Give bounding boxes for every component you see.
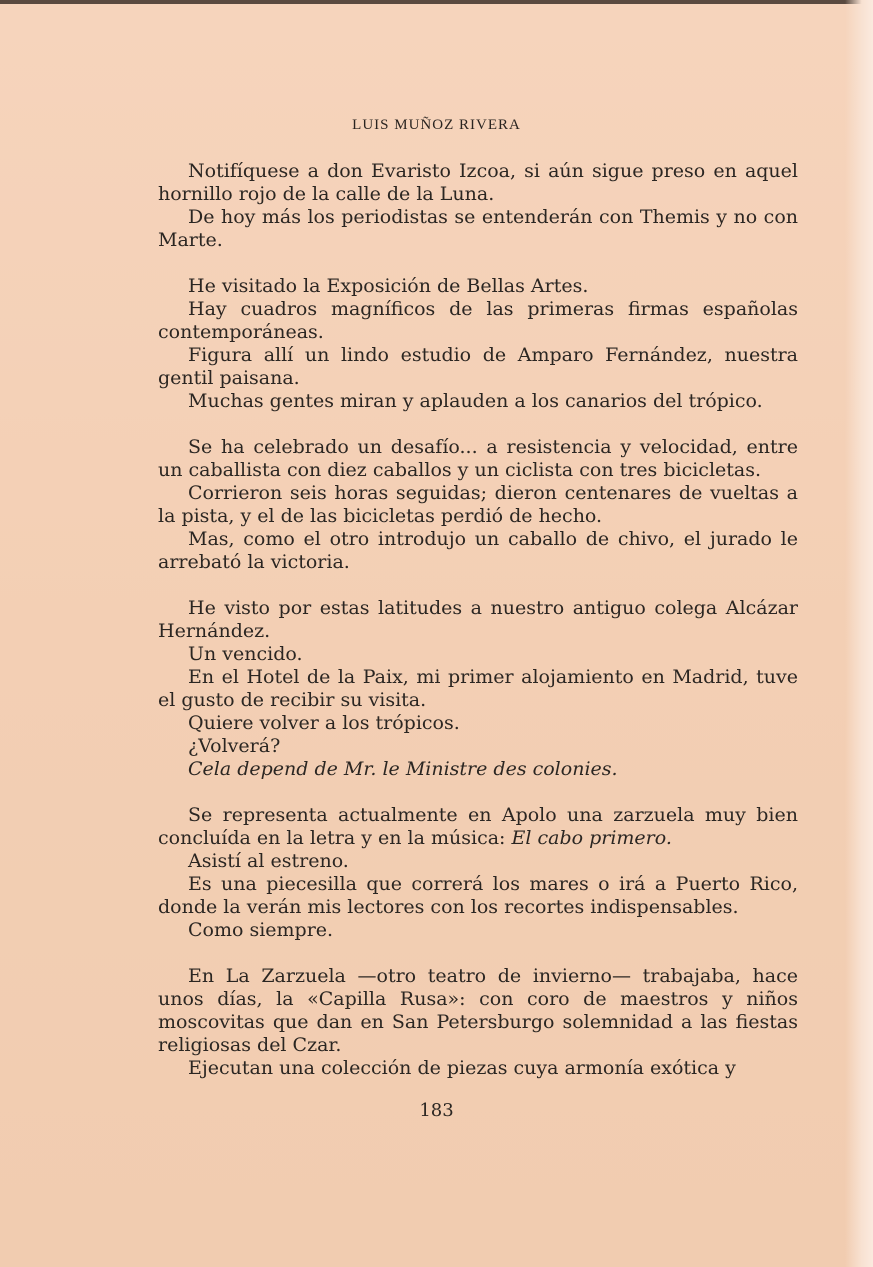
running-header: LUIS MUÑOZ RIVERA xyxy=(352,117,521,133)
page-number: 183 xyxy=(419,1100,454,1121)
paragraph: Se ha celebrado un desafío... a resistencia y velocidad, entre un caballista con diez caballos y un ciclista con tres bicicletas. xyxy=(158,436,798,481)
paragraph xyxy=(158,804,798,850)
paragraph: Muchas gentes miran y aplauden a los canarios del trópico. xyxy=(188,390,763,412)
italic-title: El cabo primero. xyxy=(511,827,672,849)
paragraph: Asistí al estreno. xyxy=(188,850,349,872)
paragraph: Es una piecesilla que correrá los mares o irá a Puerto Rico, donde la verán mis lectores con los recortes indispensables. xyxy=(158,873,798,918)
paragraph: ¿Volverá? xyxy=(188,735,281,757)
paragraph-text: Se representa actualmente en Apolo una zarzuela muy bien concluída en la letra y en la música: xyxy=(158,804,798,849)
paragraph: De hoy más los periodistas se entenderán con Themis y no con Marte. xyxy=(158,206,798,251)
paragraph: En La Zarzuela —otro teatro de invierno— trabajaba, hace unos días, la «Capilla Rusa»: con coro de maestros y niños moscovitas que dan en San Petersburgo solemnidad a las fiestas religiosas del Czar. xyxy=(158,965,798,1056)
paragraph: Ejecutan una colección de piezas cuya armonía exótica y xyxy=(188,1057,736,1079)
italic-paragraph: Cela depend de Mr. le Ministre des colonies. xyxy=(188,758,618,780)
paragraph: Un vencido. xyxy=(188,643,303,665)
body-text xyxy=(158,160,798,1080)
page-edge xyxy=(845,0,873,1267)
paragraph: Corrieron seis horas seguidas; dieron centenares de vueltas a la pista, y el de las bicicletas perdió de hecho. xyxy=(158,482,798,527)
section-break xyxy=(158,574,798,597)
top-edge xyxy=(0,0,873,4)
paragraph: Mas, como el otro introdujo un caballo de chivo, el jurado le arrebató la victoria. xyxy=(158,528,798,573)
paragraph: Notifíquese a don Evaristo Izcoa, si aún sigue preso en aquel hornillo rojo de la calle de la Luna. xyxy=(158,160,798,205)
paragraph: Como siempre. xyxy=(188,919,334,941)
paragraph: Hay cuadros magníficos de las primeras firmas españolas contemporáneas. xyxy=(158,298,798,343)
paragraph: Figura allí un lindo estudio de Amparo Fernández, nuestra gentil paisana. xyxy=(158,344,798,389)
section-break xyxy=(158,942,798,965)
paragraph: He visitado la Exposición de Bellas Artes. xyxy=(188,275,589,297)
paragraph: En el Hotel de la Paix, mi primer alojamiento en Madrid, tuve el gusto de recibir su visita. xyxy=(158,666,798,711)
paragraph: Quiere volver a los trópicos. xyxy=(188,712,460,734)
section-break xyxy=(158,781,798,804)
section-break xyxy=(158,413,798,436)
paragraph: He visto por estas latitudes a nuestro antiguo colega Alcázar Hernández. xyxy=(158,597,798,642)
section-break xyxy=(158,252,798,275)
